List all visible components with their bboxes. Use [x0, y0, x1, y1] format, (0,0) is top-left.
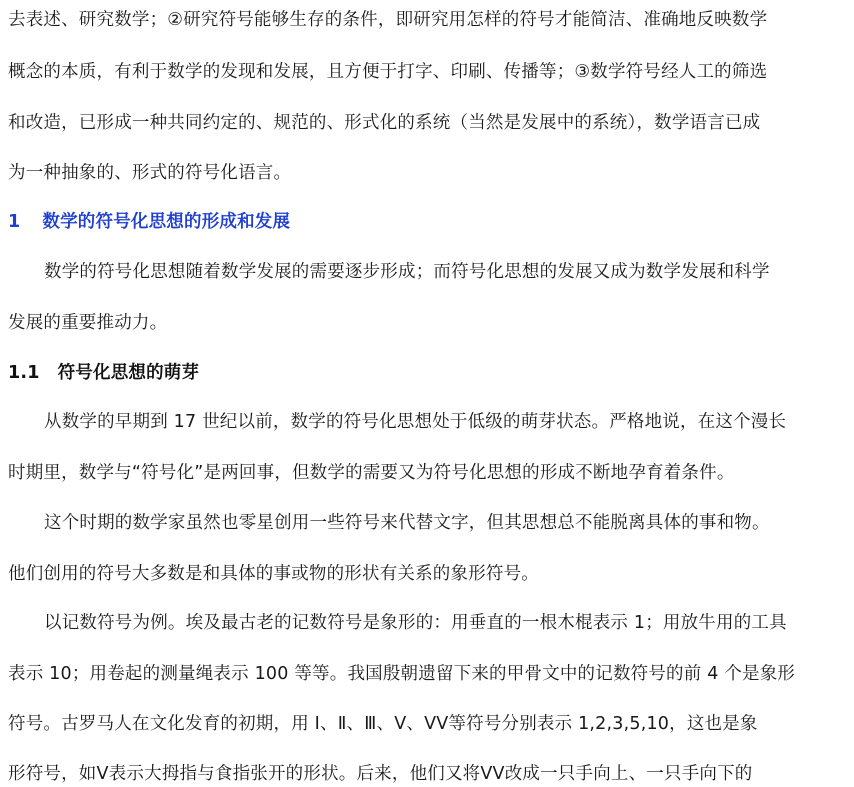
section-title: 数学的符号化思想的形成和发展: [42, 212, 291, 232]
paragraph-line: 概念的本质，有利于数学的发现和发展，且方便于打字、印刷、传播等；③数学符号经人工的筛选: [8, 62, 768, 82]
paragraph-line: 为一种抽象的、形式的符号化语言。: [8, 163, 292, 183]
subsection-title: 符号化思想的萌芽: [57, 363, 200, 383]
paragraph-line: 去表述、研究数学；②研究符号能够生存的条件，即研究用怎样的符号才能简洁、准确地反映数学: [8, 10, 768, 30]
paragraph-line: 他们创用的符号大多数是和具体的事或物的形状有关系的象形符号。: [8, 564, 539, 584]
subsection-number: 1.1: [8, 363, 40, 383]
paragraph-line: 表示 10；用卷起的测量绳表示 100 等等。我国殷朝遗留下来的甲骨文中的记数符号的前 4 个是象形: [8, 664, 796, 684]
paragraph-line: 发展的重要推动力。: [8, 313, 168, 333]
paragraph-line: 以记数符号为例。埃及最古老的记数符号是象形的：用垂直的一根木棍表示 1；用放牛用的工具: [44, 613, 787, 633]
paragraph-line: 数学的符号化思想随着数学发展的需要逐步形成；而符号化思想的发展又成为数学发展和科学: [44, 262, 770, 282]
section-number: 1: [8, 212, 21, 232]
paragraph-line: 从数学的早期到 17 世纪以前，数学的符号化思想处于低级的萌芽状态。严格地说，在这个漫长: [44, 412, 787, 432]
section-heading-1: [8, 209, 848, 235]
paragraph-line: 形符号，如Ⅴ表示大拇指与食指张开的形状。后来，他们又将ⅤⅤ改成一只手向上、一只手向下的: [8, 764, 753, 784]
paragraph-line: 符号。古罗马人在文化发育的初期，用 Ⅰ、Ⅱ、Ⅲ、Ⅴ、ⅤⅤ等符号分别表示 1,2,3,5,10，这也是象: [8, 714, 758, 734]
paragraph-line: 时期里，数学与“符号化”是两回事，但数学的需要又为符号化思想的形成不断地孕育着条件。: [8, 463, 735, 483]
paragraph-line: 和改造，已形成一种共同约定的、规范的、形式化的系统（当然是发展中的系统），数学语言已成: [8, 113, 761, 133]
subsection-heading-1-1: [8, 360, 848, 386]
paragraph-line: 这个时期的数学家虽然也零星创用一些符号来代替文字，但其思想总不能脱离具体的事和物。: [44, 513, 770, 533]
